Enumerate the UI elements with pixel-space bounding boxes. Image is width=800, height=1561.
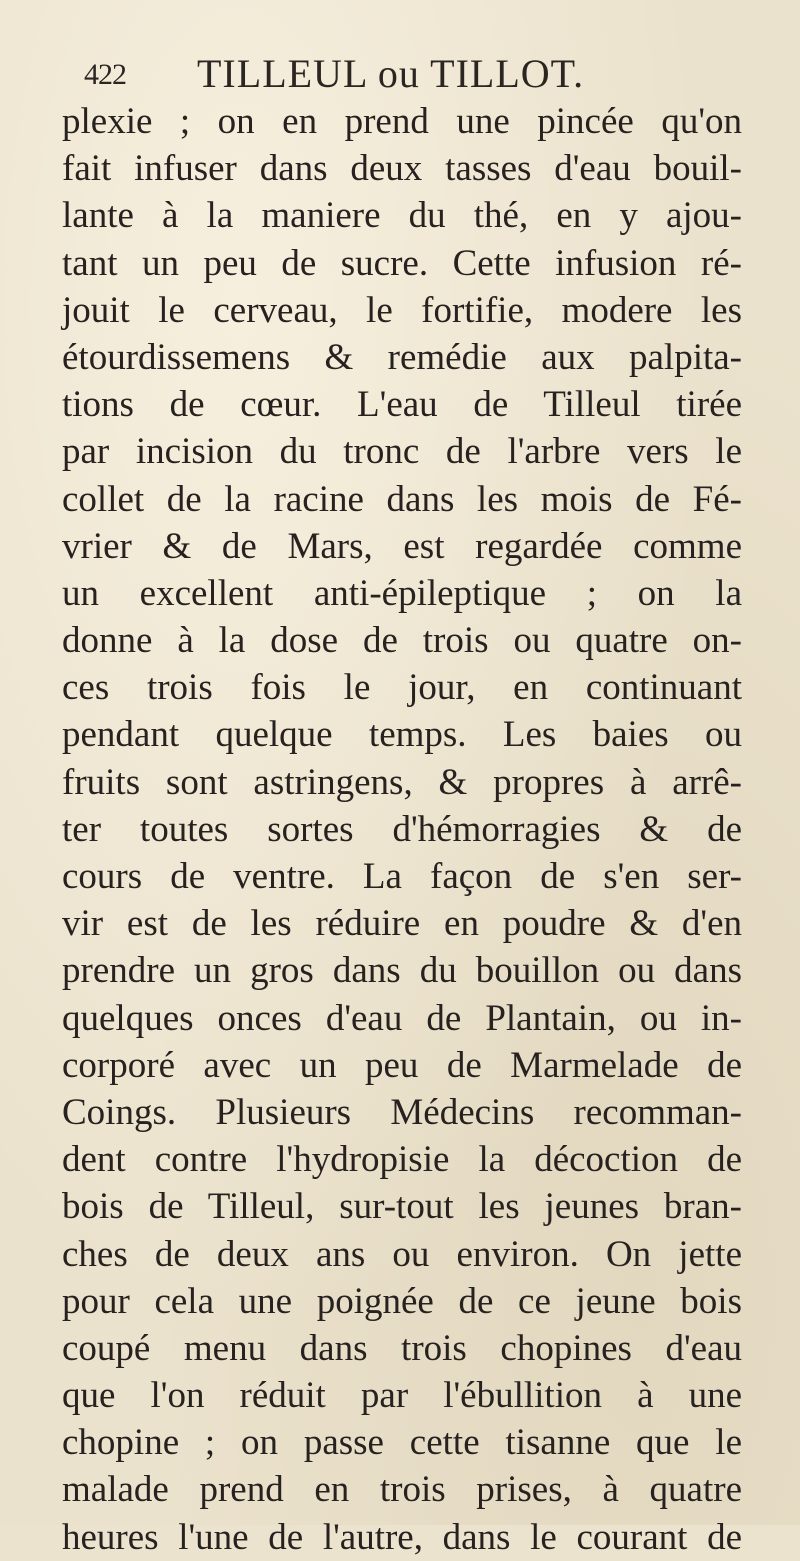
text-line: fait infuser dans deux tasses d'eau bouil- (62, 148, 742, 190)
text-line: tant un peu de sucre. Cette infusion ré- (62, 242, 742, 284)
text-line: prendre un gros dans du bouillon ou dans (62, 950, 742, 992)
text-line: cours de ventre. La façon de s'en ser- (62, 856, 742, 897)
text-line: chopine ; on passe cette tisanne que le (62, 1422, 742, 1464)
text-line: plexie ; on en prend une pincée qu'on (62, 101, 742, 142)
text-line: malade prend en trois prises, à quatre (62, 1469, 742, 1511)
text-line: étourdissemens & remédie aux palpita- (62, 336, 742, 378)
text-line: fruits sont astringens, & propres à arrê- (62, 761, 742, 803)
text-line: pour cela une poignée de ce jeune bois (62, 1280, 742, 1322)
text-line: jouit le cerveau, le fortifie, modere les (62, 289, 742, 331)
text-line: pendant quelque temps. Les baies ou (62, 714, 742, 756)
text-line: tions de cœur. L'eau de Tilleul tirée (62, 384, 742, 426)
text-line: corporé avec un peu de Marmelade de (62, 1044, 742, 1086)
text-line: collet de la racine dans les mois de Fé- (62, 478, 742, 520)
text-line: coupé menu dans trois chopines d'eau (62, 1327, 742, 1369)
body-text (62, 98, 742, 1561)
text-line: heures l'une de l'autre, dans le courant de (62, 1516, 742, 1558)
text-line: que l'on réduit par l'ébullition à une (62, 1375, 742, 1417)
page-number: 422 (84, 58, 126, 91)
text-line: bois de Tilleul, sur-tout les jeunes bran- (62, 1186, 742, 1228)
text-line: vrier & de Mars, est regardée comme (62, 525, 742, 567)
text-line: Coings. Plusieurs Médecins recomman- (62, 1091, 742, 1133)
text-line: vir est de les réduire en poudre & d'en (62, 903, 742, 945)
text-line: donne à la dose de trois ou quatre on- (62, 620, 742, 662)
text-line: par incision du tronc de l'arbre vers le (62, 431, 742, 473)
text-line: dent contre l'hydropisie la décoction de (62, 1139, 742, 1181)
text-line: lante à la maniere du thé, en y ajou- (62, 195, 742, 237)
text-line: quelques onces d'eau de Plantain, ou in- (62, 997, 742, 1039)
text-line: un excellent anti-épileptique ; on la (62, 572, 742, 614)
text-line: ces trois fois le jour, en continuant (62, 667, 742, 709)
text-line: ter toutes sortes d'hémorragies & de (62, 808, 742, 850)
running-head: TILLEUL ou TILLOT. (197, 51, 585, 96)
text-line: ches de deux ans ou environ. On jette (62, 1233, 742, 1275)
page-header (84, 46, 744, 102)
